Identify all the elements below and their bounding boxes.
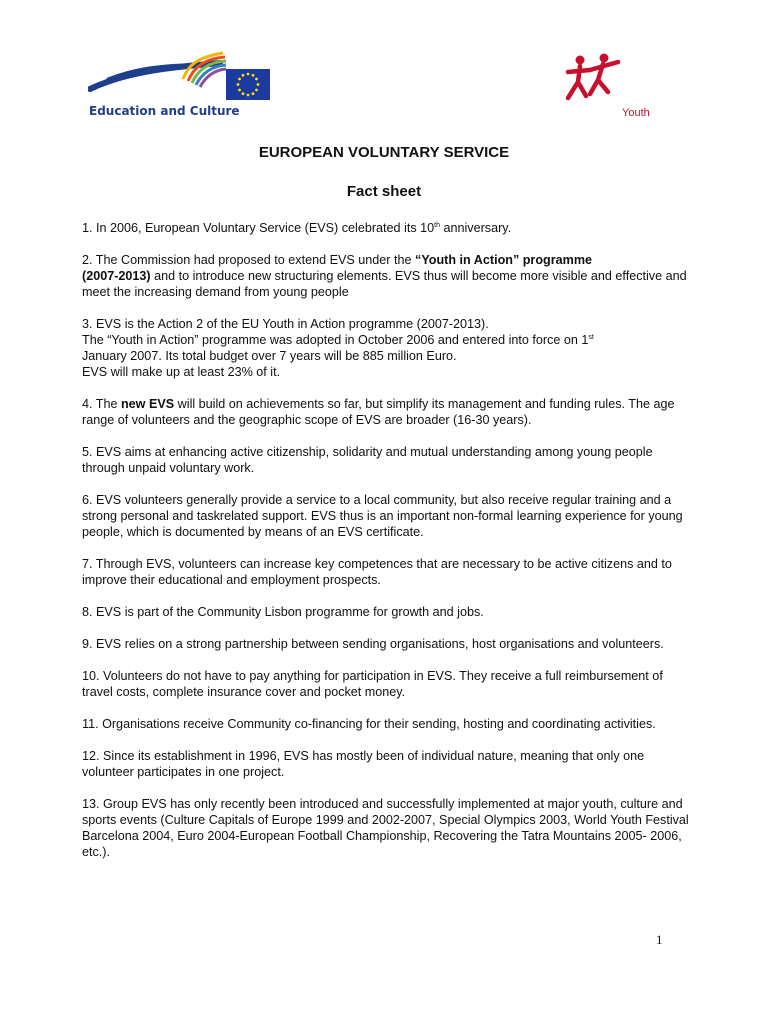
eu-flag-icon xyxy=(226,69,270,100)
fact-13: 13. Group EVS has only recently been introduced and successfully implemented at major youth, culture and sports events (Culture Capitals of Europe 1999 and 2002-2007, Special Olympics 2003, World Youth Festival Barcelona 2004, Euro 2004-European Football Championship, Recovering the Tatra Mountains 2005- 2006, etc.). xyxy=(82,797,689,859)
document-subtitle: Fact sheet xyxy=(346,183,422,200)
page-number: 1 xyxy=(656,932,663,947)
education-and-culture-logo xyxy=(85,45,275,125)
fact-8: 8. EVS is part of the Community Lisbon programme for growth and jobs. xyxy=(82,605,484,619)
fact-9: 9. EVS relies on a strong partnership between sending organisations, host organisations and volunteers. xyxy=(82,637,664,651)
fact-list xyxy=(82,220,692,876)
youth-logo-word: Youth xyxy=(622,107,650,119)
ec-logo-caption: Education and Culture xyxy=(89,104,240,118)
fact-10: 10. Volunteers do not have to pay anything for participation in EVS. They receive a full reimbursement of travel costs, complete insurance cover and pocket money. xyxy=(82,669,663,699)
ec-swoosh-icon xyxy=(88,49,228,101)
fact-6: 6. EVS volunteers generally provide a service to a local community, but also receive regular training and a strong personal and taskrelated support. EVS thus is an important non-formal learning experience for young people, which is documented by means of an EVS certificate. xyxy=(82,493,683,539)
fact-5: 5. EVS aims at enhancing active citizenship, solidarity and mutual understanding among young people through unpaid voluntary work. xyxy=(82,445,653,475)
fact-7: 7. Through EVS, volunteers can increase key competences that are necessary to be active citizens and to improve their educational and employment prospects. xyxy=(82,557,672,587)
page-header xyxy=(0,0,768,135)
youth-figures-icon xyxy=(560,50,630,110)
document-title: EUROPEAN VOLUNTARY SERVICE xyxy=(258,144,510,161)
fact-1: 1. In 2006, European Voluntary Service (EVS) celebrated its 10th anniversary. xyxy=(82,221,512,235)
fact-3: 3. EVS is the Action 2 of the EU Youth in Action programme (2007-2013). The “Youth in Action” programme was adopted in October 2006 and entered into force on 1st January 2007. Its total budget over 7 years will be 885 million Euro. EVS will make up at least 23% of it. xyxy=(82,317,594,379)
youth-logo xyxy=(560,50,670,130)
fact-12: 12. Since its establishment in 1996, EVS has mostly been of individual nature, meaning that only one volunteer participates in one project. xyxy=(82,749,645,779)
fact-2: 2. The Commission had proposed to extend EVS under the “Youth in Action” programme (2007-2013) and to introduce new structuring elements. EVS thus will become more visible and effective and meet the increasing demand from young people xyxy=(82,253,687,299)
fact-4: 4. The new EVS will build on achievements so far, but simplify its management and funding rules. The age range of volunteers and the geographic scope of EVS are broader (16-30 years). xyxy=(82,397,675,427)
fact-11: 11. Organisations receive Community co-financing for their sending, hosting and coordinating activities. xyxy=(82,717,656,731)
